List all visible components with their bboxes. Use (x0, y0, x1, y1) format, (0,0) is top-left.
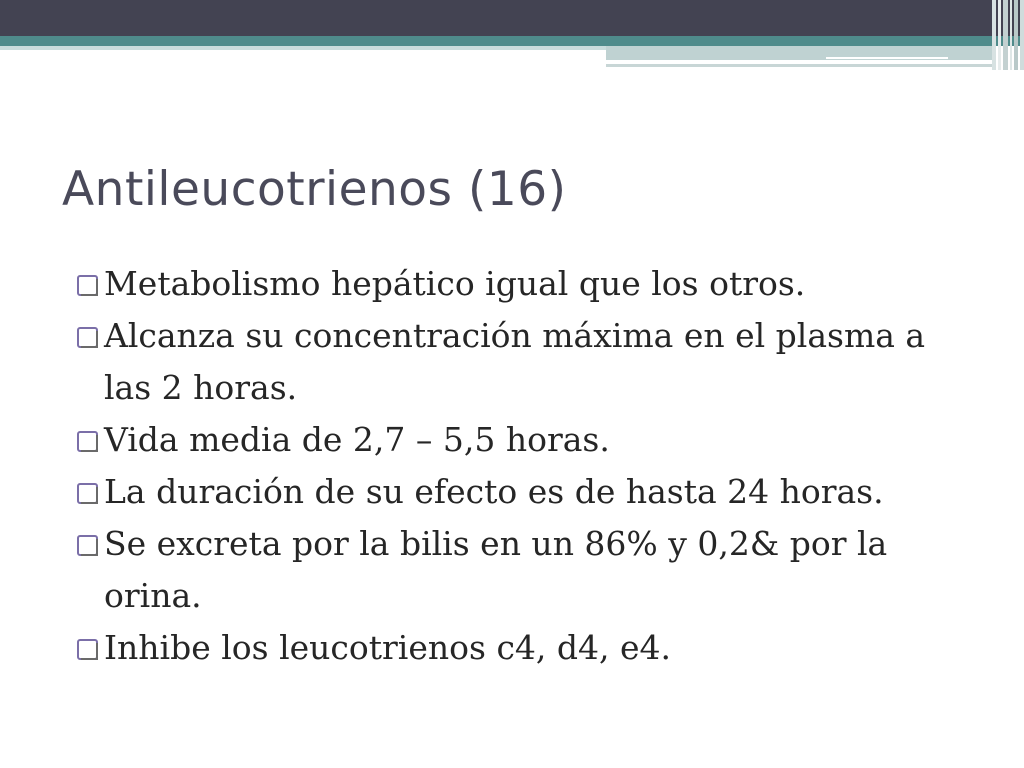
square-checkbox-icon (76, 430, 100, 454)
stripe (1003, 0, 1008, 70)
header-vertical-stripes (992, 0, 1024, 70)
header-thin-bar-right (606, 64, 996, 67)
bullet-item (76, 622, 956, 674)
square-checkbox-icon (76, 482, 100, 506)
bullet-text: Vida media de 2,7 – 5,5 horas. (104, 420, 610, 459)
bullet-text: Alcanza su concentración máxima en el plasma a las 2 horas. (104, 316, 926, 407)
stripe (1014, 0, 1018, 70)
bullet-item (76, 466, 956, 518)
header-light-bar-left (0, 46, 606, 50)
stripe (992, 0, 996, 70)
bullet-item (76, 310, 956, 414)
square-checkbox-icon (76, 534, 100, 558)
slide-title: Antileucotrienos (16) (62, 162, 567, 217)
stripe (1020, 0, 1024, 70)
bullet-item (76, 258, 956, 310)
bullet-item (76, 414, 956, 466)
square-checkbox-icon (76, 638, 100, 662)
bullet-text: Metabolismo hepático igual que los otros. (104, 264, 806, 303)
header-dark-bar (0, 0, 1024, 36)
square-checkbox-icon (76, 274, 100, 298)
bullet-list (76, 258, 956, 674)
bullet-text: Inhibe los leucotrienos c4, d4, e4. (104, 628, 672, 667)
header-white-line (826, 57, 948, 59)
stripe (1010, 0, 1012, 70)
bullet-text: La duración de su efecto es de hasta 24 horas. (104, 472, 884, 511)
bullet-item (76, 518, 956, 622)
square-checkbox-icon (76, 326, 100, 350)
bullet-text: Se excreta por la bilis en un 86% y 0,2& por la orina. (104, 524, 888, 615)
stripe (998, 0, 1001, 70)
header-teal-bar (0, 36, 1024, 46)
